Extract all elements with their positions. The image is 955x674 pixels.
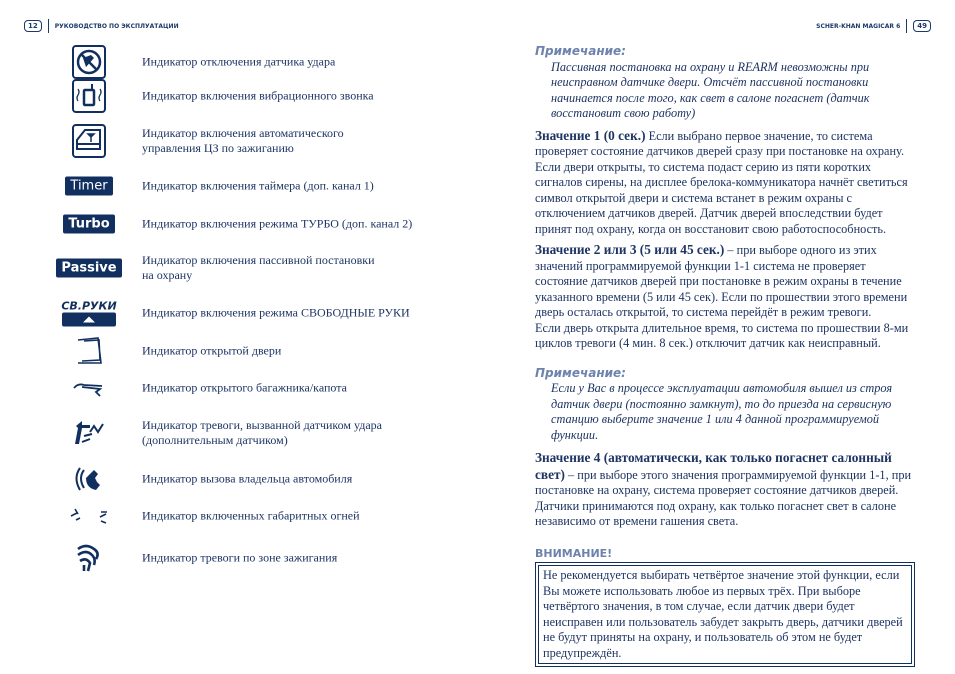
passive-badge: Passive — [56, 259, 121, 278]
indicator-row — [50, 538, 470, 578]
hands-free-badge — [62, 300, 116, 327]
left-header-title: РУКОВОДСТВО ПО ЭКСПЛУАТАЦИИ — [54, 22, 179, 30]
indicator-row — [50, 76, 470, 116]
value-1-text: Если выбрано первое значение, то система проверяет состояние датчиков дверей сразу при постановке на охрану. Если двери открыты, то система подаст серию из пяти коротких сигналов сирены, на дисплее брелока-коммуникатора начнёт светиться символ открытой двери и система встанет в режим охраны с отключением датчиков дверей. Датчик дверей впоследствии будет принят под охрану, когда он восстановит свою работоспособность. — [535, 128, 908, 236]
indicator-row — [50, 166, 470, 206]
left-page-number: 12 — [24, 20, 42, 32]
indicator-label: Индикатор включения режима ТУРБО (доп. канал 2) — [142, 216, 413, 231]
arrow-up-icon — [62, 313, 116, 327]
right-column — [535, 44, 915, 668]
shock-alarm-icon — [62, 418, 116, 448]
indicator-label: Индикатор включения таймера (доп. канал 1) — [142, 178, 374, 193]
value-4-paragraph — [535, 450, 915, 530]
indicator-label: Индикатор открытого багажника/капота — [142, 380, 347, 395]
indicator-row — [50, 293, 470, 333]
divider — [906, 19, 907, 33]
value-4-title: Значение 4 (автоматически, как только погаснет салонный свет) — [535, 450, 892, 482]
indicator-label: Индикатор открытой двери — [142, 343, 282, 358]
indicator-row — [50, 459, 470, 499]
indicator-row — [50, 248, 470, 288]
right-header-title: SCHER-KHAN MAGICAR 6 — [816, 22, 901, 30]
indicator-row — [50, 413, 470, 453]
indicator-label: Индикатор включения автоматического управления ЦЗ по зажиганию — [142, 126, 344, 155]
value-4-text: – при выборе этого значения программируемой функции 1-1, при постановке на охрану, система проверяет состояние датчиков дверей. Датчики принимаются под охрану, как только погаснет свет в салоне независимо от времени гашения света. — [535, 467, 912, 528]
indicator-label: Индикатор включенных габаритных огней — [142, 508, 360, 523]
timer-badge: Timer — [65, 177, 112, 196]
note-title: Примечание: — [535, 365, 626, 380]
warning-box: Не рекомендуется выбирать четвёртое значение этой функции, если Вы можете использовать любое из первых трёх. При выборе четвёртого значения, в том случае, если датчик двери будет неисправен или пользователь забудет закрыть дверь, датчики дверей не будут приняты на охрану, и пользователь об этом не будет предупреждён. — [538, 565, 912, 664]
turbo-badge: Turbo — [63, 215, 114, 234]
value-1-title: Значение 1 (0 сек.) — [535, 127, 646, 143]
open-trunk-icon — [62, 378, 116, 398]
open-door-icon — [62, 336, 116, 366]
auto-central-lock-icon — [62, 124, 116, 158]
indicator-row — [50, 331, 470, 371]
vibration-call-icon — [62, 79, 116, 113]
value-1-paragraph — [535, 128, 915, 238]
value-2-3-title: Значение 2 или 3 (5 или 45 сек.) — [535, 242, 725, 257]
indicator-label: Индикатор включения режима СВОБОДНЫЕ РУКИ — [142, 305, 410, 320]
shock-sensor-off-icon — [62, 45, 116, 79]
indicator-row — [50, 121, 470, 161]
owner-call-icon — [62, 464, 116, 494]
left-header — [24, 19, 179, 33]
indicator-row — [50, 368, 470, 408]
ignition-alarm-icon — [62, 543, 116, 573]
indicator-label: Индикатор включения вибрационного звонка — [142, 88, 374, 103]
indicator-label: Индикатор вызова владельца автомобиля — [142, 471, 353, 486]
value-2-3-text: – при выборе одного из этих значений программируемой функции 1-1 система не проверяет состояние датчиков дверей при постановке в режим охраны в течение указанного времени (5 или 45 сек). Если по прошествии этого времени дверь осталась открытой, то система перейдёт в режим тревоги. — [535, 243, 908, 319]
divider — [48, 19, 49, 33]
note-text: Пассивная постановка на охрану и REARM невозможны при неисправном датчике двери. Отсчёт пассивной постановки начинается после того, как свет в салоне погаснет (датчик восстановит свою работу) — [551, 59, 870, 120]
indicator-label: Индикатор тревоги, вызванной датчиком удара (дополнительным датчиком) — [142, 418, 382, 447]
value-2-3-paragraph — [535, 242, 915, 321]
indicator-label: Индикатор включения пассивной постановки на охрану — [142, 253, 375, 282]
indicator-label: Индикатор отключения датчика удара — [142, 54, 336, 69]
warning-title: ВНИМАНИЕ! — [535, 546, 613, 560]
note-text: Если у Вас в процессе эксплуатации автомобиля вышел из строя датчик двери (постоянно замкнут), то до приезда на сервисную станцию выберите значение 1 или 4 данной программируемой функции. — [551, 381, 893, 442]
parking-lights-icon — [62, 504, 116, 528]
right-page-number: 49 — [913, 20, 931, 32]
value-2-3-text-2: Если дверь открыта длительное время, то система по прошествии 8-ми циклов тревоги (4 мин. 8 сек.) отключит датчик как неисправный. — [535, 320, 909, 350]
indicator-row — [50, 496, 470, 536]
right-header — [816, 19, 931, 33]
indicator-row — [50, 204, 470, 244]
note-title: Примечание: — [535, 44, 626, 58]
hands-free-text: СВ.РУКИ — [61, 299, 117, 313]
indicator-label: Индикатор тревоги по зоне зажигания — [142, 550, 338, 565]
